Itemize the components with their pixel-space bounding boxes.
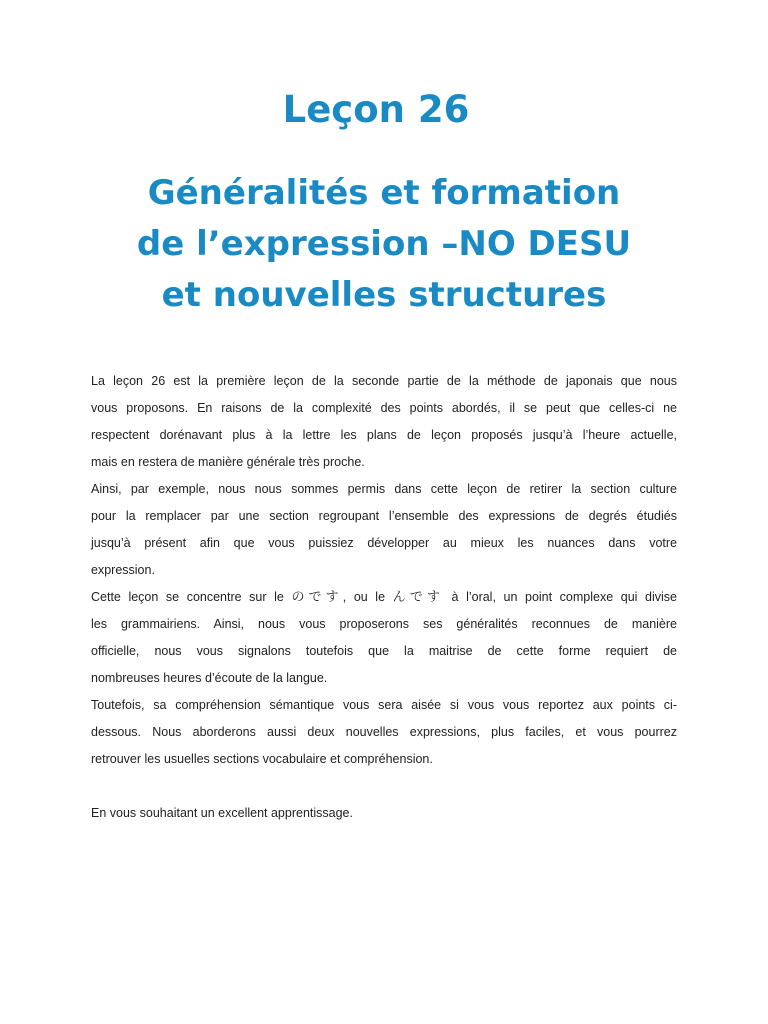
paragraph-intro bbox=[91, 368, 677, 476]
text-line: respectent dorénavant plus à la lettre les plans de leçon proposés jusqu’à l’heure actuelle, bbox=[91, 428, 677, 442]
body-text bbox=[91, 368, 677, 827]
lesson-title: Leçon 26 bbox=[282, 88, 470, 131]
text-line: les grammairiens. Ainsi, nous vous proposerons ses généralités reconnues de manière bbox=[91, 617, 677, 631]
text-line: mais en restera de manière générale très proche. bbox=[91, 455, 365, 469]
japanese-term-n-desu: んです bbox=[392, 590, 444, 605]
paragraph-spacer bbox=[91, 773, 677, 800]
paragraph-example bbox=[91, 476, 677, 584]
text-line: dessous. Nous aborderons aussi deux nouvelles expressions, plus faciles, et vous pourrez bbox=[91, 725, 677, 739]
subtitle-line: Généralités et formation bbox=[147, 173, 621, 213]
text-line: jusqu’à présent afin que vous puissiez développer au mieux les nuances dans votre bbox=[91, 536, 677, 550]
text-line: nombreuses heures d’écoute de la langue. bbox=[91, 671, 328, 685]
subtitle-line: et nouvelles structures bbox=[161, 275, 607, 315]
subtitle-line: de l’expression –NO DESU bbox=[136, 224, 632, 264]
text-line: Ainsi, par exemple, nous nous sommes permis dans cette leçon de retirer la section culture bbox=[91, 482, 677, 496]
paragraph-no-desu bbox=[91, 584, 677, 692]
text-segment: Cette leçon se concentre sur le bbox=[91, 590, 292, 604]
text-line: officielle, nous vous signalons toutefois que la maitrise de cette forme requiert de bbox=[91, 644, 677, 658]
text-segment: à l’oral, un point complexe qui divise bbox=[443, 590, 677, 604]
closing-line: En vous souhaitant un excellent apprentissage. bbox=[91, 806, 353, 820]
text-line: pour la remplacer par une section regroupant l’ensemble des expressions de degrés étudiés bbox=[91, 509, 677, 523]
text-line: vous proposons. En raisons de la complexité des points abordés, il se peut que celles-ci ne bbox=[91, 401, 677, 415]
lesson-subtitle bbox=[84, 168, 684, 321]
text-line: expression. bbox=[91, 563, 155, 577]
text-line bbox=[91, 584, 677, 611]
text-segment: , ou le bbox=[342, 590, 393, 604]
text-line: retrouver les usuelles sections vocabulaire et compréhension. bbox=[91, 752, 433, 766]
paragraph-semantics bbox=[91, 692, 677, 773]
text-line: La leçon 26 est la première leçon de la seconde partie de la méthode de japonais que nous bbox=[91, 374, 677, 388]
text-line: Toutefois, sa compréhension sémantique vous sera aisée si vous vous reportez aux points ci- bbox=[91, 698, 677, 712]
japanese-term-no-desu: のです bbox=[291, 590, 343, 605]
